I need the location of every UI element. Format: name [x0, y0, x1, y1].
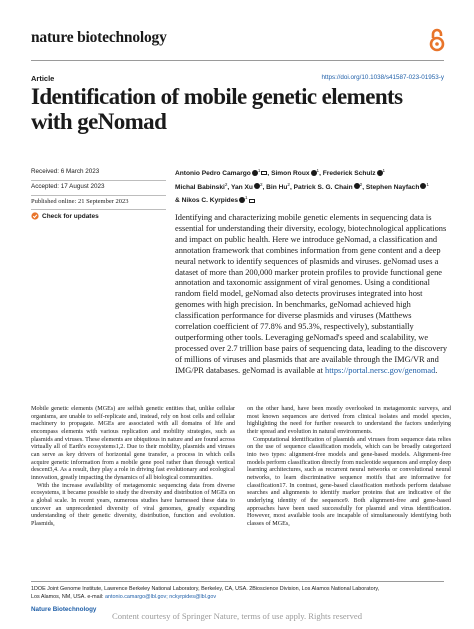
affiliation-line-2 — [31, 593, 451, 601]
abstract-end: . — [435, 365, 438, 375]
author-line-3 — [175, 193, 445, 207]
author-line-2 — [175, 180, 445, 194]
author-name[interactable]: , Patrick S. G. Chain — [289, 183, 353, 191]
dates-divider — [31, 180, 166, 181]
author-name[interactable]: , Bin Hu — [262, 183, 288, 191]
author-affiliation: 2 — [287, 181, 290, 187]
body-paragraph: With the increase availability of metagenomic sequencing data from diverse ecosystems, it became possible to study the diversity and distribution of MGEs on a global scale. In recent years, numerous studies have harnessed these data to uncover an unprecedented diversity of viral genomes, greatly expanding understanding of their genetic diversity, distribution, function and evolution. Plasmids, — [31, 482, 235, 527]
email-label: e-mail: — [87, 594, 104, 601]
accepted-date: Accepted: 17 August 2023 — [31, 183, 105, 190]
affiliations — [31, 585, 451, 601]
genomad-portal-link[interactable]: https://portal.nersc.gov/genomad — [325, 365, 436, 375]
check-for-updates-label: Check for updates — [42, 212, 99, 220]
journal-name: nature biotechnology — [31, 29, 167, 46]
email-icon[interactable] — [249, 199, 255, 203]
author-name[interactable]: & Nikos C. Kyrpides — [175, 197, 239, 205]
body-column-right — [247, 406, 451, 529]
body-paragraph: Mobile genetic elements (MGEs) are selfish genetic entities that, unlike cellular organisms, are unable to self-replicate and, instead, rely on host cells and cellular machinery to propagate. MGEs are associated with all domains of life and encompass elements with various replication and mobility strategies, such as plasmids and viruses. These elements are ubiquitous in nature and are found across virtually all of Earth's ecosystems1,2. Due to their mobility, plasmids and viruses can serve as key drivers of horizontal gene transfer, a process in which cells acquire genetic information from a mobile gene pool rather than through vertical descent3,4. As a result, they play a role in driving fast evolutionary and ecological innovation, greatly impacting the dynamics of all biological communities. — [31, 406, 236, 481]
title-line-1: Identification of mobile genetic elements — [31, 84, 403, 109]
author-affiliation: 2 — [359, 181, 363, 187]
author-name[interactable]: , Yan Xu — [227, 183, 253, 191]
footnote-divider — [31, 581, 444, 582]
author-name[interactable]: Antonio Pedro Camargo — [175, 170, 251, 178]
author-affiliation: 2 — [259, 181, 263, 187]
received-date: Received: 6 March 2023 — [31, 168, 100, 175]
author-line-1 — [175, 166, 445, 180]
dates-divider — [31, 209, 166, 210]
author-list — [175, 166, 445, 207]
courtesy-notice: Content courtesy of Springer Nature, terms of use apply. Rights reserved — [111, 611, 363, 621]
author-affiliation: 1 — [245, 195, 248, 201]
check-for-updates-button[interactable] — [31, 212, 99, 220]
affiliation-location: Los Alamos, NM, USA. — [31, 594, 86, 601]
abstract — [175, 213, 448, 377]
body-paragraph: on the other hand, have been mostly overlooked in metagenomic surveys, and most known sequences are derived from clinical isolates and model species, highlighting the need for further research to understand the factors underlying their spread and evolution in natural environments. — [247, 406, 451, 435]
author-affiliation: 2 — [224, 181, 228, 187]
author-affiliation: 1 — [257, 168, 261, 173]
published-date: Published online: 21 September 2023 — [31, 198, 129, 205]
doi-link[interactable]: https://doi.org/10.1038/s41587-023-01953-y — [321, 74, 444, 81]
dates-divider — [31, 195, 166, 196]
author-affiliation: 1 — [382, 168, 386, 173]
footer-journal-name: Nature Biotechnology — [31, 606, 97, 613]
body-paragraph: Computational identification of plasmids and viruses from sequence data relies on the use of sequence classification models, which can be broadly categorized into two types: alignment-free models and gene-based models. Alignment-free models perform classification directly from nucleotide sequences and employ deep learning architectures, such as recurrent neural networks or convolutional neural networks, to learn discriminative sequence motifs that are informative for classification17. In contrast, gene-based classification methods perform database searches and alignments to identify marker proteins that are indicative of the underlying identity of the sequence9. Both alignment-free and gene-based approaches have been used successfully for plasmid and virus identification. However, most available tools are incapable of simultaneously identifying both classes of MGEs, — [247, 436, 451, 527]
affiliation-line-1: 1DOE Joint Genome Institute, Lawrence Berkeley National Laboratory, Berkeley, CA, USA. 2Bioscience Division, Los Alamos National Laboratory, — [31, 586, 380, 592]
title-line-2: with geNomad — [31, 109, 167, 134]
open-access-icon[interactable] — [428, 27, 446, 53]
author-name[interactable]: , Frederick Schulz — [319, 170, 376, 178]
author-name[interactable]: , Stephen Nayfach — [362, 183, 420, 191]
author-affiliation: 1 — [426, 181, 429, 187]
author-name[interactable]: , Simon Roux — [267, 170, 310, 178]
article-title — [31, 84, 451, 134]
email-links[interactable]: antonio.camargo@lbl.gov; nckyrpides@lbl.gov — [105, 594, 217, 601]
author-name[interactable]: Michal Babinski — [175, 183, 225, 191]
author-affiliation: 1 — [316, 168, 320, 173]
article-type: Article — [31, 74, 55, 83]
check-for-updates-icon — [31, 212, 39, 220]
abstract-text: Identifying and characterizing mobile genetic elements in sequencing data is essential for understanding their diversity, ecology, biotechnological applications and impact on public health. Here we introduce geNomad, a classification and annotation framework that combines information from gene content and a deep neural network to identify sequences of plasmids and viruses. geNomad uses a dataset of more than 200,000 marker protein profiles to provide functional gene annotation and taxonomic assignment of viral genomes. Using a conditional random field model, geNomad also detects proviruses integrated into host genomes with high precision. In benchmarks, geNomad achieved high classification performance for diverse plasmids and viruses (Matthews correlation coefficient of 77.8% and 95.3%, respectively), substantially outperforming other tools. Leveraging geNomad's speed and scalability, we processed over 2.7 trillion base pairs of sequencing data, leading to the discovery of millions of viruses and plasmids that are available through the IMG/VR and IMG/PR databases. geNomad is available at — [175, 213, 448, 375]
body-column-left — [31, 406, 235, 529]
header-divider — [31, 60, 444, 61]
